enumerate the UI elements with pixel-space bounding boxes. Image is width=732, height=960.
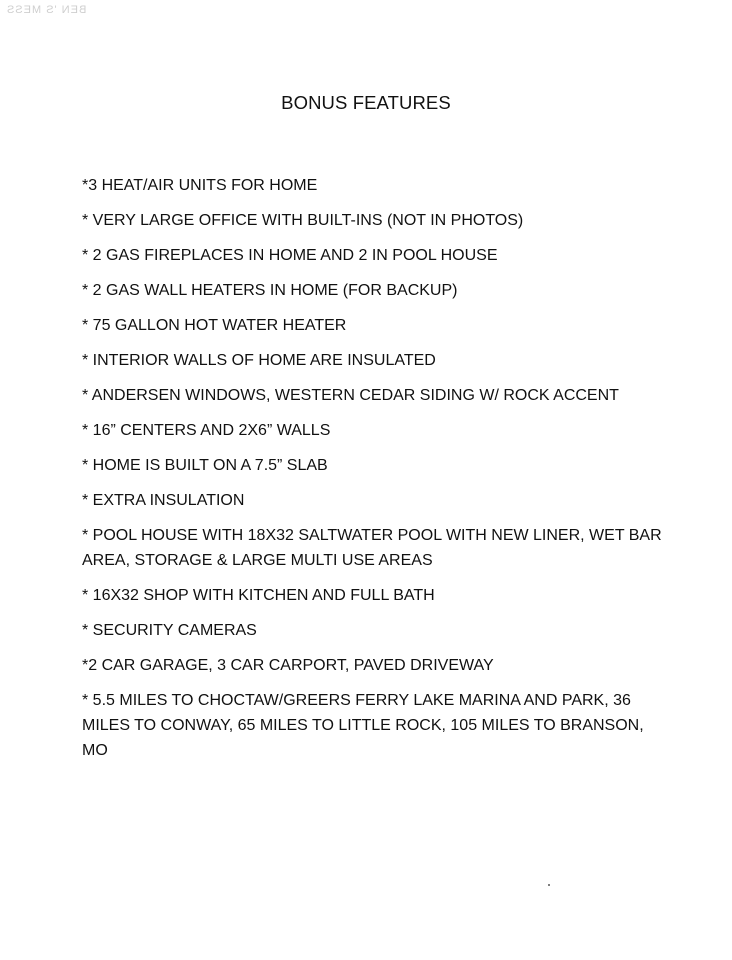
- feature-list: [82, 173, 662, 773]
- feature-item: * INTERIOR WALLS OF HOME ARE INSULATED: [82, 352, 436, 369]
- scan-speck: [548, 884, 550, 886]
- feature-item: * SECURITY CAMERAS: [82, 622, 257, 639]
- feature-item: * 16X32 SHOP WITH KITCHEN AND FULL BATH: [82, 587, 435, 604]
- feature-item: * 2 GAS WALL HEATERS IN HOME (FOR BACKUP): [82, 282, 458, 299]
- feature-item: * EXTRA INSULATION: [82, 492, 245, 509]
- feature-item: * 75 GALLON HOT WATER HEATER: [82, 317, 347, 334]
- feature-item: *2 CAR GARAGE, 3 CAR CARPORT, PAVED DRIVEWAY: [82, 657, 494, 674]
- corner-watermark: BEN 'S MESS: [6, 4, 87, 16]
- feature-item: * 16” CENTERS AND 2X6” WALLS: [82, 422, 331, 439]
- feature-item: * ANDERSEN WINDOWS, WESTERN CEDAR SIDING W/ ROCK ACCENT: [82, 387, 619, 404]
- feature-item: * 5.5 MILES TO CHOCTAW/GREERS FERRY LAKE MARINA AND PARK, 36 MILES TO CONWAY, 65 MILES TO LITTLE ROCK, 105 MILES TO BRANSON, MO: [82, 692, 644, 759]
- feature-item: * VERY LARGE OFFICE WITH BUILT-INS (NOT IN PHOTOS): [82, 212, 524, 229]
- feature-item: * POOL HOUSE WITH 18X32 SALTWATER POOL WITH NEW LINER, WET BAR AREA, STORAGE & LARGE MULTI USE AREAS: [82, 527, 662, 569]
- feature-item: * 2 GAS FIREPLACES IN HOME AND 2 IN POOL HOUSE: [82, 247, 498, 264]
- feature-item: *3 HEAT/AIR UNITS FOR HOME: [82, 177, 318, 194]
- page-title: BONUS FEATURES: [281, 92, 451, 113]
- feature-item: * HOME IS BUILT ON A 7.5” SLAB: [82, 457, 328, 474]
